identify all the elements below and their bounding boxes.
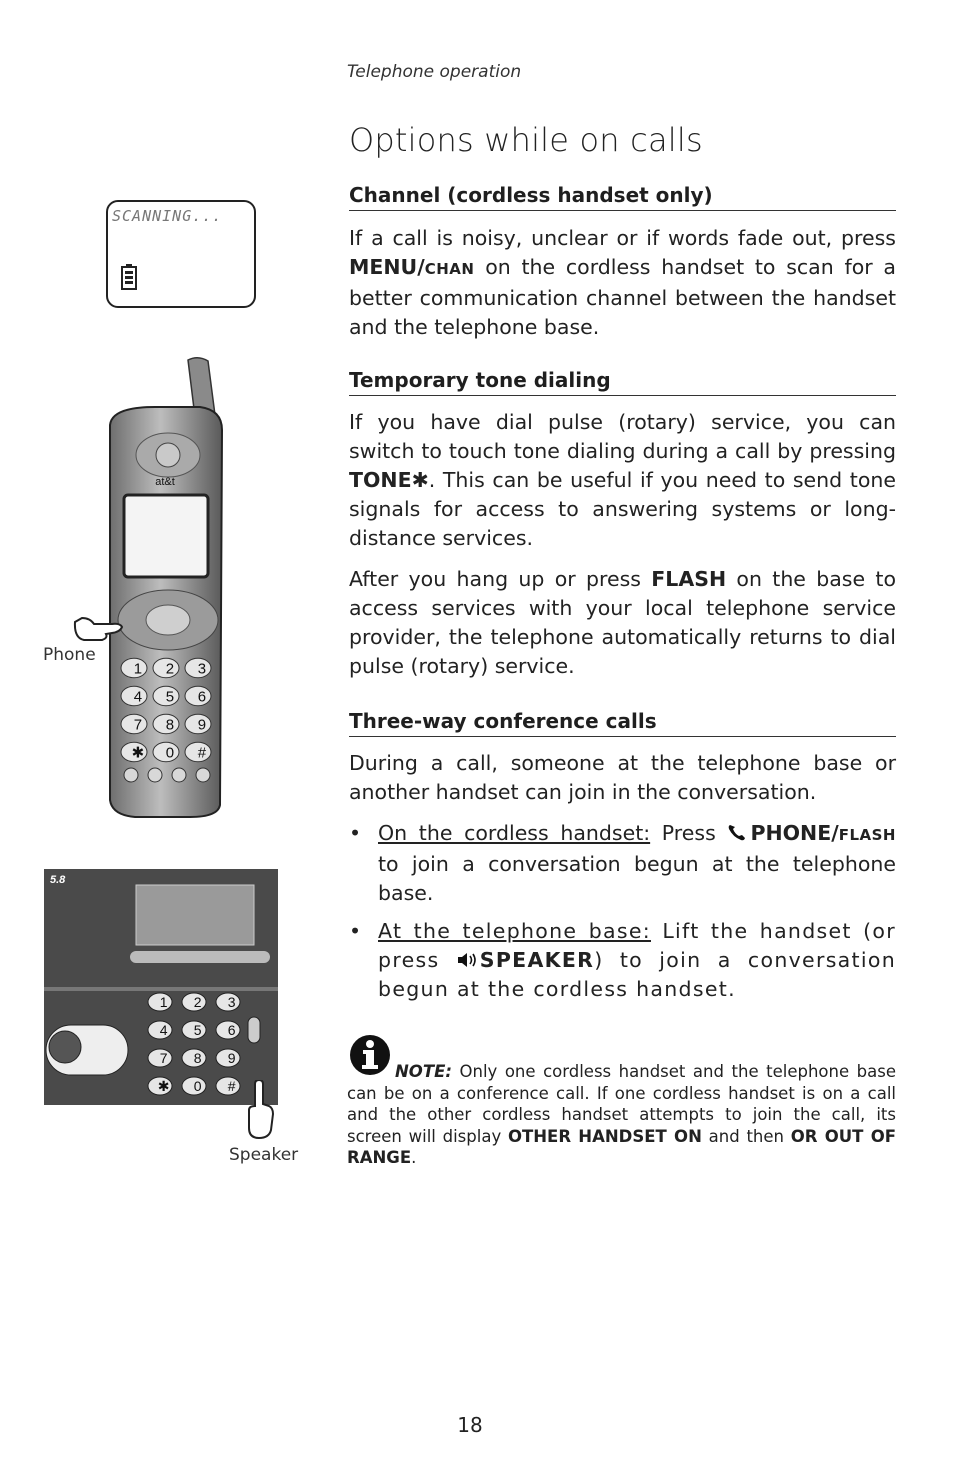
keypad-key-label: 7 xyxy=(159,1049,168,1066)
keypad-key-label: 0 xyxy=(193,1077,202,1094)
keypad-key-label: 2 xyxy=(193,993,202,1010)
keypad-key-label: 4 xyxy=(133,688,143,706)
keypad-key-label: 7 xyxy=(133,716,143,734)
bullet-telephone-base: • At the telephone base: Lift the handset (or press SPEAKER) to join a conversation begun at the cordless handset. xyxy=(349,919,897,1001)
keypad-key-label: 1 xyxy=(159,993,168,1010)
keypad-key-label: 6 xyxy=(227,1021,236,1038)
handset-brand: at&t xyxy=(155,476,175,488)
keypad-key-label: # xyxy=(227,1077,236,1094)
phone-icon xyxy=(727,823,747,841)
keypad-key-label: 3 xyxy=(227,993,236,1010)
cordless-handset-illustration xyxy=(70,355,235,820)
keypad-key-label: 3 xyxy=(197,660,207,678)
page-title: Options while on calls xyxy=(349,121,703,159)
phone-caption: Phone xyxy=(43,645,96,665)
keypad-key-label: 8 xyxy=(165,716,175,734)
keypad-key-label: # xyxy=(197,744,207,762)
keypad-key-label: ✱ xyxy=(131,744,145,762)
section-heading-tone: Temporary tone dialing xyxy=(349,368,896,396)
speaker-icon xyxy=(456,951,480,969)
lcd-screen-text: SCANNING... xyxy=(112,207,223,225)
conference-paragraph: During a call, someone at the telephone base or another handset can join in the conversation. xyxy=(349,751,896,804)
channel-paragraph: If a call is noisy, unclear or if words fade out, press MENU/CHAN on the cordless handset to scan for a better communication channel between the handset and the telephone base. xyxy=(349,226,896,339)
tone-paragraph-2: After you hang up or press FLASH on the base to access services with your local telephone service provider, the telephone automatically returns to dial pulse (rotary) service. xyxy=(349,567,896,678)
keypad-key-label: 5 xyxy=(193,1021,202,1038)
page-number: 18 xyxy=(457,1413,483,1437)
keypad-key-label: 9 xyxy=(227,1049,236,1066)
section-heading-conference: Three-way conference calls xyxy=(349,709,896,737)
keypad-key-label: 5 xyxy=(165,688,175,706)
note-paragraph: NOTE: Only one cordless handset and the telephone base can be on a conference call. If one cordless handset is on a call and the other cordless handset attempts to join the call, its screen will display OTHER HANDSET ON and then OR OUT OF RANGE. xyxy=(347,1062,896,1167)
bullet-cordless-handset: • On the cordless handset: Press PHONE/FLASH to join a conversation begun at the telephone base. xyxy=(349,821,896,905)
battery-icon xyxy=(121,264,137,290)
pressing-hand-icon xyxy=(245,1080,275,1140)
keypad-key-label: 1 xyxy=(133,660,143,678)
keypad-key-label: 4 xyxy=(159,1021,168,1038)
keypad-key-label: 0 xyxy=(165,744,175,762)
tone-paragraph-1: If you have dial pulse (rotary) service, you can switch to touch tone dialing during a call by pressing TONE✱. This can be useful if you need to send tone signals for access to answering systems or long-distance services. xyxy=(349,410,896,550)
keypad-key-label: 2 xyxy=(165,660,175,678)
keypad-key-label: ✱ xyxy=(157,1077,170,1094)
base-brand: 5.8 xyxy=(50,874,66,886)
keypad-key-label: 8 xyxy=(193,1049,202,1066)
running-header: Telephone operation xyxy=(347,62,522,82)
handset-lcd-illustration xyxy=(106,200,256,308)
section-heading-channel: Channel (cordless handset only) xyxy=(349,183,896,211)
telephone-base-illustration xyxy=(44,869,278,1105)
keypad-key-label: 9 xyxy=(197,716,207,734)
keypad-key-label: 6 xyxy=(197,688,207,706)
pointing-hand-icon xyxy=(72,614,124,644)
speaker-caption: Speaker xyxy=(229,1145,299,1165)
